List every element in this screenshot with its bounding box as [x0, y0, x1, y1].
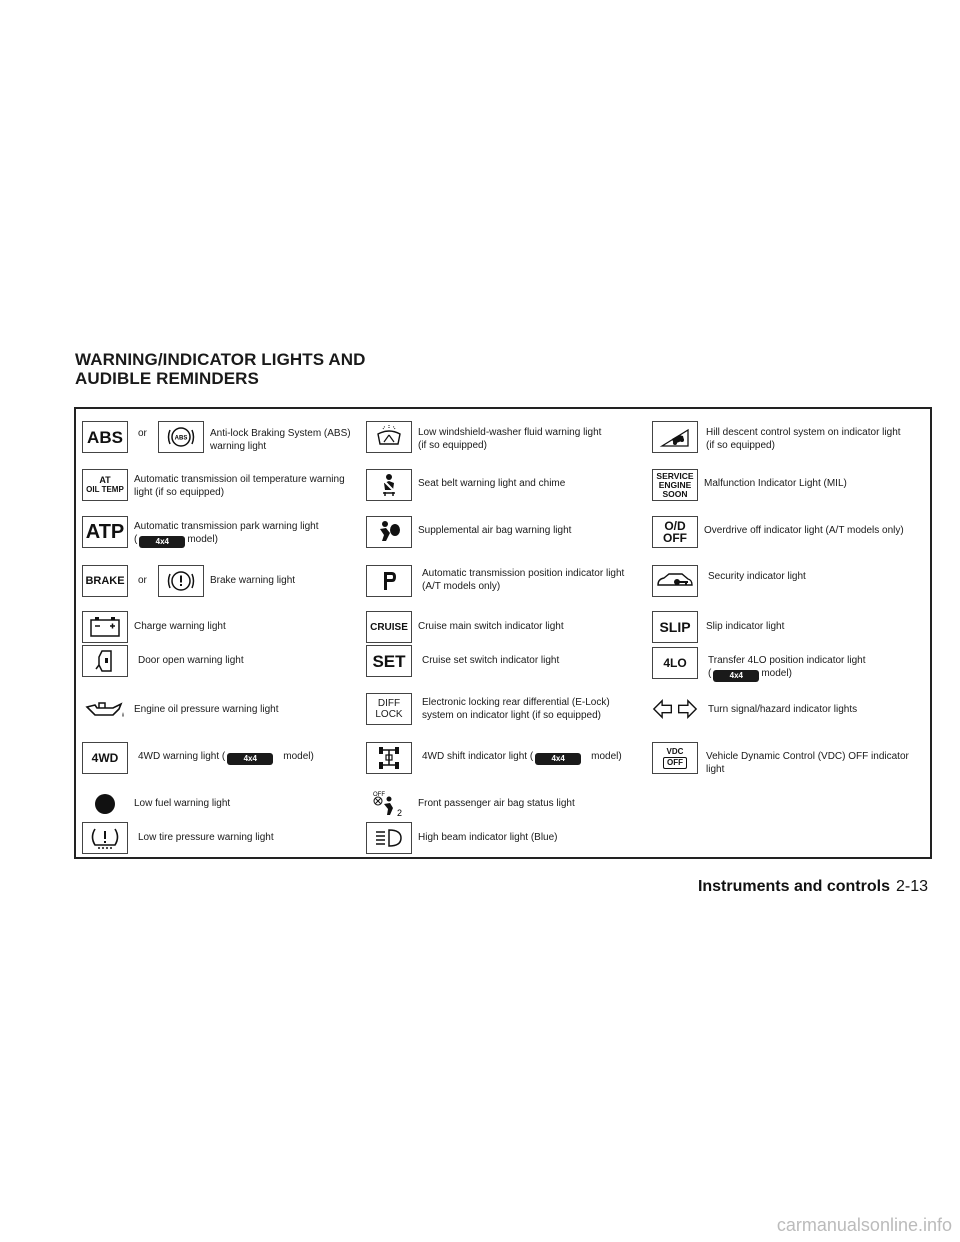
4wd-shift-label-b: model) — [591, 751, 622, 762]
diff-lock-icon — [366, 693, 412, 725]
od-off-label: Overdrive off indicator light (A/T models only) — [704, 525, 904, 536]
at-position-label-1: Automatic transmission position indicator light — [422, 568, 625, 579]
turn-signal-label: Turn signal/hazard indicator lights — [708, 704, 858, 715]
atp-label-1: Automatic transmission park warning light — [134, 521, 319, 532]
brake-circle-icon — [158, 565, 204, 597]
atp-icon — [82, 516, 128, 548]
hill-descent-label-2: (if so equipped) — [706, 440, 775, 451]
at-oil-temp-icon-line2: OIL TEMP — [86, 485, 124, 494]
entry-passenger-airbag — [366, 788, 636, 822]
abs-circle-icon — [158, 421, 204, 453]
4wd-icon-text: 4WD — [91, 750, 119, 765]
entry-turn-signal — [652, 691, 927, 727]
abs-icon-text: ABS — [87, 427, 123, 447]
entry-door — [82, 645, 372, 679]
od-off-icon-line2: OFF — [663, 531, 687, 545]
passenger-airbag-icon — [366, 788, 412, 820]
at-oil-temp-label-2: light (if so equipped) — [134, 487, 225, 498]
washer-label-2: (if so equipped) — [418, 440, 487, 451]
entry-elock — [366, 691, 636, 727]
4lo-label-1: Transfer 4LO position indicator light — [708, 655, 866, 666]
atp-label-2 — [134, 533, 218, 548]
entry-4wd-shift — [366, 740, 636, 776]
entry-vdc-off — [652, 740, 927, 776]
elock-label-2: system on indicator light (if so equipped) — [422, 710, 601, 721]
4x4-badge: 4x4 — [713, 670, 759, 682]
4wd-shift-label — [422, 750, 622, 765]
entry-high-beam — [366, 822, 636, 856]
svg-text:ABS: ABS — [174, 435, 188, 442]
abs-label-2: warning light — [210, 441, 267, 452]
airbag-icon — [366, 516, 412, 548]
or-label: or — [138, 575, 147, 586]
indicator-table — [74, 407, 932, 859]
4lo-model: model) — [761, 668, 792, 679]
entry-oil — [82, 691, 372, 727]
entry-atp — [82, 514, 372, 550]
door-label: Door open warning light — [138, 655, 244, 666]
set-label: Cruise set switch indicator light — [422, 655, 560, 666]
at-position-icon — [366, 565, 412, 597]
4wd-shift-icon — [366, 742, 412, 774]
od-off-icon-line1: O/D — [664, 519, 686, 533]
4lo-icon — [652, 647, 698, 679]
hill-descent-icon — [652, 421, 698, 453]
slip-icon — [652, 611, 698, 643]
entry-brake — [82, 563, 372, 599]
4x4-badge: 4x4 — [535, 753, 581, 765]
set-icon-text: SET — [372, 651, 406, 671]
4wd-label-b: model) — [283, 751, 314, 762]
entry-at-position — [366, 563, 636, 599]
4lo-icon-text: 4LO — [663, 655, 687, 670]
entry-4wd — [82, 740, 372, 776]
section-heading — [75, 350, 366, 388]
entry-washer — [366, 419, 636, 455]
airbag-label: Supplemental air bag warning light — [418, 525, 572, 536]
security-label: Security indicator light — [708, 571, 806, 582]
entry-hill-descent — [652, 419, 927, 455]
slip-icon-text: SLIP — [659, 618, 691, 635]
vdc-off-icon — [652, 742, 698, 774]
washer-label-1: Low windshield-washer fluid warning light — [418, 427, 602, 438]
vdc-off-icon-line2: OFF — [663, 757, 687, 769]
4wd-label — [138, 750, 314, 765]
high-beam-label: High beam indicator light (Blue) — [418, 832, 558, 843]
entry-overdrive-off — [652, 514, 927, 550]
entry-security — [652, 563, 927, 599]
seatbelt-label: Seat belt warning light and chime — [418, 478, 566, 489]
at-position-label-2: (A/T models only) — [422, 581, 501, 592]
mil-label: Malfunction Indicator Light (MIL) — [704, 478, 847, 489]
charge-label: Charge warning light — [134, 621, 226, 632]
4x4-badge: 4x4 — [227, 753, 273, 765]
entry-at-oil-temp — [82, 467, 372, 503]
seatbelt-icon — [366, 469, 412, 501]
mil-icon-line3: SOON — [662, 488, 688, 499]
entry-seatbelt — [366, 467, 636, 503]
high-beam-icon — [366, 822, 412, 854]
brake-label-1: Brake warning light — [210, 575, 296, 586]
svg-text:2: 2 — [397, 808, 403, 818]
entry-charge — [82, 611, 372, 645]
entry-fuel — [82, 788, 372, 822]
4wd-label-a: 4WD warning light ( — [138, 751, 226, 762]
footer-title: Instruments and controls — [697, 878, 890, 895]
abs-label-1: Anti-lock Braking System (ABS) — [210, 428, 351, 439]
mil-icon-line1: SERVICE — [656, 470, 694, 481]
turn-signal-icon — [652, 693, 698, 725]
vdc-off-icon-line1: VDC — [666, 747, 684, 756]
heading-line-2: AUDIBLE REMINDERS — [75, 369, 259, 388]
atp-model: model) — [187, 534, 218, 545]
entry-tire — [82, 822, 372, 856]
4wd-icon — [82, 742, 128, 774]
4x4-badge: 4x4 — [139, 536, 185, 548]
tire-label: Low tire pressure warning light — [138, 832, 274, 843]
entry-mil — [652, 467, 927, 503]
brake-icon-text: BRAKE — [85, 574, 125, 587]
fuel-icon — [82, 788, 128, 820]
vdc-off-label-2: light — [706, 764, 725, 775]
fuel-label: Low fuel warning light — [134, 798, 231, 809]
hill-descent-label-1: Hill descent control system on indicator light — [706, 427, 901, 438]
door-open-icon — [82, 645, 128, 677]
security-icon — [652, 565, 698, 597]
passenger-airbag-label: Front passenger air bag status light — [418, 798, 575, 809]
atp-paren: ( — [134, 534, 138, 545]
set-icon — [366, 645, 412, 677]
service-engine-soon-icon — [652, 469, 698, 501]
atp-icon-text: ATP — [85, 520, 125, 543]
vdc-off-label-1: Vehicle Dynamic Control (VDC) OFF indicator — [706, 751, 909, 762]
4wd-shift-label-a: 4WD shift indicator light ( — [422, 751, 534, 762]
heading-line-1: WARNING/INDICATOR LIGHTS AND — [75, 350, 366, 369]
abs-icon — [82, 421, 128, 453]
cruise-icon-text: CRUISE — [370, 621, 408, 633]
elock-label-1: Electronic locking rear differential (E-Lock) — [422, 697, 610, 708]
entry-4lo — [652, 645, 927, 685]
entry-cruise — [366, 611, 636, 645]
od-off-icon — [652, 516, 698, 548]
oil-label: Engine oil pressure warning light — [134, 704, 279, 715]
or-label: or — [138, 428, 147, 439]
4lo-paren: ( — [708, 668, 712, 679]
washer-fluid-icon — [366, 421, 412, 453]
entry-abs — [82, 419, 372, 455]
brake-text-icon — [82, 565, 128, 597]
mil-icon-line2: ENGINE — [658, 479, 692, 490]
cruise-label: Cruise main switch indicator light — [418, 621, 564, 632]
4lo-label-2 — [708, 667, 792, 682]
entry-airbag — [366, 514, 636, 550]
watermark: carmanualsonline.info — [776, 1215, 952, 1235]
diff-lock-icon-line2: LOCK — [375, 709, 403, 720]
entry-set — [366, 645, 636, 679]
page-footer — [698, 878, 928, 896]
entry-slip — [652, 611, 927, 645]
oil-can-icon — [82, 693, 128, 725]
slip-label: Slip indicator light — [706, 621, 785, 632]
passenger-airbag-off-text: OFF — [373, 792, 385, 798]
diff-lock-icon-line1: DIFF — [377, 698, 401, 709]
at-oil-temp-icon — [82, 469, 128, 501]
at-oil-temp-icon-line1: AT — [99, 475, 111, 485]
tire-pressure-icon — [82, 822, 128, 854]
cruise-icon — [366, 611, 412, 643]
at-oil-temp-label-1: Automatic transmission oil temperature warning — [134, 474, 345, 485]
battery-icon — [82, 611, 128, 643]
page-number: 2-13 — [895, 878, 928, 895]
